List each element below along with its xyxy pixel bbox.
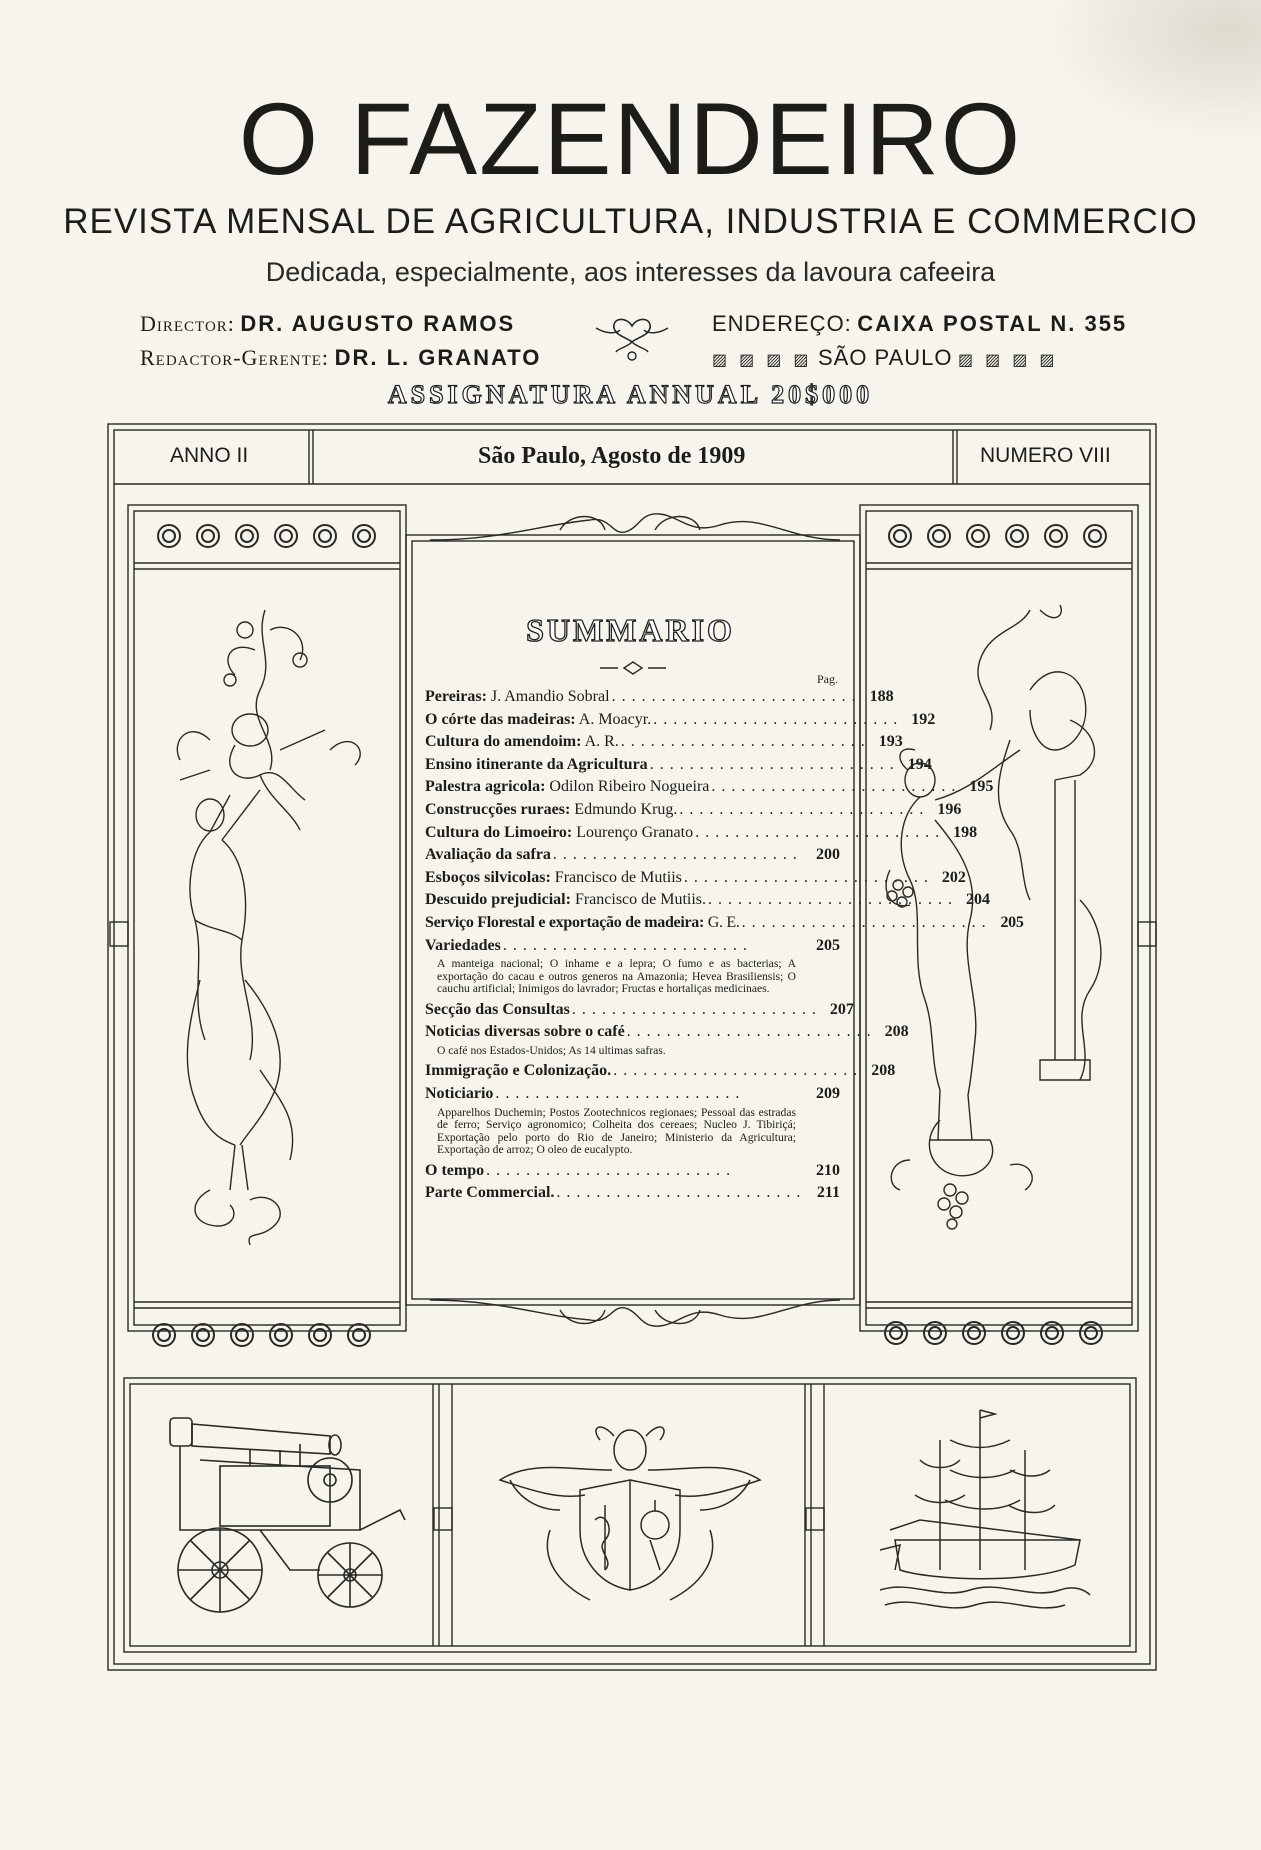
toc-subnote-variedades: A manteiga nacional; O inhame e a lepra; O fumo e as bacterias; A exportação do cacau e outros generos na Amazonia; Hevea Brasiliensis; O cauchu artificial; Inimigos do lavrador; Fructas e hortaliças medicinaes. bbox=[437, 957, 796, 996]
page-column-label: Pag. bbox=[817, 672, 838, 686]
table-of-contents bbox=[425, 672, 1024, 1205]
mercury-coat-of-arms-illustration-icon bbox=[490, 1410, 770, 1620]
magazine-title: O FAZENDEIRO bbox=[238, 82, 1023, 196]
circle-row-right-top bbox=[889, 525, 1106, 547]
ornament-glyphs-icon: ▨ ▨ ▨ ▨ bbox=[712, 352, 813, 369]
toc-entry: Ensino itinerante da Agricultura ......................... 194 bbox=[425, 755, 932, 773]
toc-entry: Serviço Florestal e exportação de madeira: G. E. ......................... 205 bbox=[425, 913, 1024, 931]
issue-year: ANNO II bbox=[170, 444, 249, 467]
toc-entry: O tempo ......................... 210 bbox=[425, 1161, 840, 1179]
subscription-price: ASSIGNATURA ANNUAL 20$000 bbox=[387, 380, 874, 409]
toc-entry: Variedades ......................... 205 bbox=[425, 936, 840, 954]
ornament-glyphs-icon: ▨ ▨ ▨ ▨ bbox=[958, 352, 1059, 369]
toc-entry: Pereiras: J. Amandio Sobral ......................... 188 bbox=[425, 688, 894, 705]
city-label: SÃO PAULO bbox=[817, 345, 953, 370]
issue-date: São Paulo, Agosto de 1909 bbox=[478, 443, 746, 469]
toc-entry: Noticias diversas sobre o café ......................... 208 bbox=[425, 1023, 909, 1041]
toc-entry: Cultura do Limoeiro: Lourenço Granato ......................... 198 bbox=[425, 823, 978, 841]
editor-label: Redactor-Gerente: bbox=[140, 345, 330, 370]
toc-entry: Avaliação da safra ......................... 200 bbox=[425, 846, 840, 864]
toc-entry: Construcções ruraes: Edmundo Krug. ......................... 196 bbox=[425, 800, 962, 818]
sailing-ship-illustration-icon bbox=[880, 1400, 1090, 1630]
woman-with-grapes-illustration-icon bbox=[880, 600, 1120, 1260]
steam-engine-illustration-icon bbox=[160, 1410, 410, 1620]
toc-entry: Immigração e Colonização. ......................... 208 bbox=[425, 1062, 896, 1080]
director-label: Director: bbox=[140, 311, 235, 336]
toc-entry: Esboços silvicolas: Francisco de Mutiis ......................... 202 bbox=[425, 868, 966, 886]
circle-row-left-top bbox=[158, 525, 375, 547]
toc-entry: Cultura do amendoim: A. R. ......................... 193 bbox=[425, 733, 903, 751]
editor-name: DR. L. GRANATO bbox=[334, 345, 542, 370]
toc-subnote-cafe: O café nos Estados-Unidos; As 14 ultimas safras. bbox=[437, 1043, 666, 1057]
circle-row-left-bottom bbox=[153, 1324, 370, 1346]
address-value: CAIXA POSTAL N. 355 bbox=[857, 311, 1128, 336]
toc-entry: Secção das Consultas ......................... 207 bbox=[425, 1000, 854, 1018]
summary-title: SUMMARIO bbox=[526, 612, 735, 648]
magazine-dedication: Dedicada, especialmente, aos interesses da lavoura cafeeira bbox=[265, 257, 996, 287]
magazine-subtitle: REVISTA MENSAL DE AGRICULTURA, INDUSTRIA E COMMERCIO bbox=[63, 202, 1198, 241]
director-name: DR. AUGUSTO RAMOS bbox=[240, 311, 516, 336]
toc-entry: Noticiario ......................... 209 bbox=[425, 1084, 840, 1102]
toc-entry: Descuido prejudicial: Francisco de Mutiis. ......................... 204 bbox=[425, 891, 991, 909]
issue-number: NUMERO VIII bbox=[980, 444, 1111, 467]
address-label: ENDEREÇO: bbox=[712, 311, 852, 336]
toc-entry: Palestra agricola: Odilon Ribeiro Nogueira ......................... 195 bbox=[425, 778, 994, 796]
toc-entry: O córte das madeiras: A. Moacyr. ......................... 192 bbox=[425, 710, 936, 728]
toc-entry: Parte Commercial. ......................... 211 bbox=[425, 1184, 840, 1202]
cherub-and-woman-illustration-icon bbox=[150, 600, 380, 1260]
toc-subnote-noticiario: Apparelhos Duchemin; Postos Zootechnicos regionaes; Pessoal das estradas de ferro; Serviço agronomico; Colheita dos cereaes; Nucleo J. Tibiriçá; Exportação pelo porto do Rio de Janeiro; Ministerio da Agricultura; Exportação de arroz; O oleo de eucalypto. bbox=[437, 1105, 796, 1156]
